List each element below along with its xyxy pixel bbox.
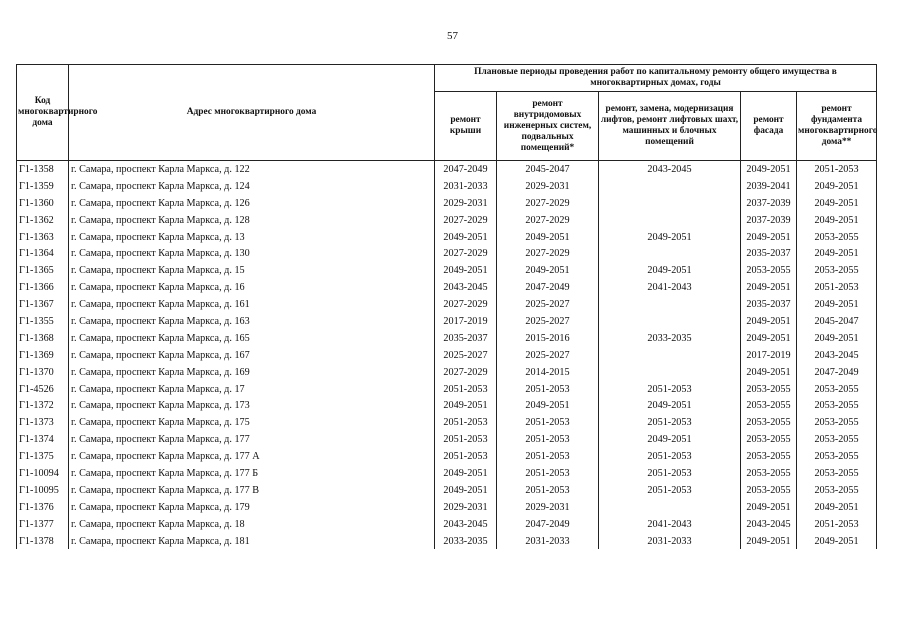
row-elevators	[599, 364, 741, 381]
row-address: г. Самара, проспект Карла Маркса, д. 177 А	[69, 448, 435, 465]
row-systems: 2047-2049	[497, 279, 599, 296]
row-systems: 2025-2027	[497, 347, 599, 364]
row-facade: 2049-2051	[741, 279, 797, 296]
row-foundation: 2053-2055	[797, 465, 877, 482]
table-row	[17, 482, 877, 499]
row-elevators	[599, 499, 741, 516]
row-foundation: 2053-2055	[797, 381, 877, 398]
row-roof: 2049-2051	[435, 262, 497, 279]
row-roof: 2031-2033	[435, 178, 497, 195]
row-code: Г1-1376	[17, 499, 69, 516]
table-row	[17, 296, 877, 313]
row-address: г. Самара, проспект Карла Маркса, д. 18	[69, 516, 435, 533]
row-address: г. Самара, проспект Карла Маркса, д. 124	[69, 178, 435, 195]
row-facade: 2053-2055	[741, 482, 797, 499]
row-facade: 2049-2051	[741, 499, 797, 516]
row-systems: 2015-2016	[497, 330, 599, 347]
row-elevators: 2051-2053	[599, 381, 741, 398]
row-roof: 2027-2029	[435, 364, 497, 381]
row-facade: 2053-2055	[741, 262, 797, 279]
row-code: Г1-1372	[17, 397, 69, 414]
row-systems: 2025-2027	[497, 313, 599, 330]
row-code: Г1-1370	[17, 364, 69, 381]
row-elevators: 2051-2053	[599, 465, 741, 482]
page-number: 57	[447, 30, 458, 42]
row-roof: 2047-2049	[435, 161, 497, 178]
header-roof: ремонт крыши	[435, 92, 497, 161]
row-roof: 2027-2029	[435, 296, 497, 313]
row-systems: 2049-2051	[497, 262, 599, 279]
row-foundation: 2053-2055	[797, 262, 877, 279]
row-elevators: 2049-2051	[599, 262, 741, 279]
header-elevators: ремонт, замена, модернизация лифтов, ремонт лифтовых шахт, машинных и блочных помещений	[599, 92, 741, 161]
row-systems: 2027-2029	[497, 195, 599, 212]
row-facade: 2039-2041	[741, 178, 797, 195]
table-row	[17, 414, 877, 431]
row-foundation: 2049-2051	[797, 195, 877, 212]
row-facade: 2037-2039	[741, 212, 797, 229]
row-elevators: 2043-2045	[599, 161, 741, 178]
row-roof: 2049-2051	[435, 229, 497, 246]
row-address: г. Самара, проспект Карла Маркса, д. 177 В	[69, 482, 435, 499]
table-row	[17, 364, 877, 381]
row-code: Г1-1375	[17, 448, 69, 465]
row-elevators: 2051-2053	[599, 482, 741, 499]
row-elevators	[599, 212, 741, 229]
row-systems: 2049-2051	[497, 397, 599, 414]
row-roof: 2027-2029	[435, 245, 497, 262]
row-systems: 2025-2027	[497, 296, 599, 313]
row-code: Г1-1369	[17, 347, 69, 364]
row-roof: 2051-2053	[435, 448, 497, 465]
row-elevators	[599, 313, 741, 330]
table-row	[17, 330, 877, 347]
table-row	[17, 516, 877, 533]
row-roof: 2027-2029	[435, 212, 497, 229]
row-elevators: 2031-2033	[599, 533, 741, 550]
row-code: Г1-1367	[17, 296, 69, 313]
row-facade: 2049-2051	[741, 330, 797, 347]
row-systems: 2029-2031	[497, 178, 599, 195]
row-roof: 2033-2035	[435, 533, 497, 550]
table-row	[17, 397, 877, 414]
row-facade: 2049-2051	[741, 161, 797, 178]
table-row	[17, 195, 877, 212]
row-facade: 2053-2055	[741, 381, 797, 398]
row-code: Г1-1359	[17, 178, 69, 195]
row-foundation: 2053-2055	[797, 431, 877, 448]
row-elevators: 2051-2053	[599, 414, 741, 431]
row-foundation: 2047-2049	[797, 364, 877, 381]
row-code: Г1-10095	[17, 482, 69, 499]
row-foundation: 2053-2055	[797, 397, 877, 414]
row-elevators	[599, 178, 741, 195]
row-address: г. Самара, проспект Карла Маркса, д. 175	[69, 414, 435, 431]
row-foundation: 2045-2047	[797, 313, 877, 330]
header-address: Адрес многоквартирного дома	[69, 65, 435, 161]
header-planned-periods: Плановые периоды проведения работ по капитальному ремонту общего имущества в многоквартирных домах, годы	[435, 65, 877, 92]
row-code: Г1-1355	[17, 313, 69, 330]
row-elevators: 2049-2051	[599, 431, 741, 448]
row-foundation: 2049-2051	[797, 296, 877, 313]
table-row	[17, 229, 877, 246]
row-elevators	[599, 296, 741, 313]
row-facade: 2053-2055	[741, 414, 797, 431]
row-address: г. Самара, проспект Карла Маркса, д. 179	[69, 499, 435, 516]
row-foundation: 2049-2051	[797, 212, 877, 229]
table-row	[17, 245, 877, 262]
row-roof: 2043-2045	[435, 279, 497, 296]
row-code: Г1-10094	[17, 465, 69, 482]
row-facade: 2053-2055	[741, 448, 797, 465]
row-roof: 2017-2019	[435, 313, 497, 330]
row-systems: 2051-2053	[497, 431, 599, 448]
row-facade: 2049-2051	[741, 364, 797, 381]
row-foundation: 2043-2045	[797, 347, 877, 364]
table-row	[17, 499, 877, 516]
header-foundation: ремонт фундамента многоквартирного дома**	[797, 92, 877, 161]
table-row	[17, 431, 877, 448]
row-address: г. Самара, проспект Карла Маркса, д. 16	[69, 279, 435, 296]
table-row	[17, 465, 877, 482]
row-code: Г1-1364	[17, 245, 69, 262]
row-address: г. Самара, проспект Карла Маркса, д. 126	[69, 195, 435, 212]
row-foundation: 2053-2055	[797, 414, 877, 431]
row-address: г. Самара, проспект Карла Маркса, д. 181	[69, 533, 435, 550]
row-roof: 2051-2053	[435, 414, 497, 431]
row-address: г. Самара, проспект Карла Маркса, д. 161	[69, 296, 435, 313]
row-foundation: 2049-2051	[797, 499, 877, 516]
row-facade: 2053-2055	[741, 397, 797, 414]
header-systems: ремонт внутридомовых инженерных систем, подвальных помещений*	[497, 92, 599, 161]
row-roof: 2051-2053	[435, 381, 497, 398]
row-systems: 2031-2033	[497, 533, 599, 550]
row-foundation: 2051-2053	[797, 516, 877, 533]
row-address: г. Самара, проспект Карла Маркса, д. 13	[69, 229, 435, 246]
table-row	[17, 161, 877, 178]
table-row	[17, 533, 877, 550]
row-facade: 2053-2055	[741, 431, 797, 448]
row-address: г. Самара, проспект Карла Маркса, д. 122	[69, 161, 435, 178]
row-roof: 2029-2031	[435, 195, 497, 212]
row-code: Г1-1365	[17, 262, 69, 279]
row-roof: 2029-2031	[435, 499, 497, 516]
row-systems: 2051-2053	[497, 465, 599, 482]
row-elevators	[599, 195, 741, 212]
row-elevators	[599, 347, 741, 364]
row-systems: 2027-2029	[497, 212, 599, 229]
row-address: г. Самара, проспект Карла Маркса, д. 17	[69, 381, 435, 398]
row-code: Г1-1374	[17, 431, 69, 448]
row-address: г. Самара, проспект Карла Маркса, д. 167	[69, 347, 435, 364]
row-address: г. Самара, проспект Карла Маркса, д. 165	[69, 330, 435, 347]
row-facade: 2035-2037	[741, 296, 797, 313]
row-foundation: 2051-2053	[797, 161, 877, 178]
row-roof: 2035-2037	[435, 330, 497, 347]
row-address: г. Самара, проспект Карла Маркса, д. 163	[69, 313, 435, 330]
row-roof: 2049-2051	[435, 397, 497, 414]
row-roof: 2049-2051	[435, 482, 497, 499]
row-code: Г1-1378	[17, 533, 69, 550]
row-foundation: 2051-2053	[797, 279, 877, 296]
row-roof: 2051-2053	[435, 431, 497, 448]
table-row	[17, 381, 877, 398]
row-address: г. Самара, проспект Карла Маркса, д. 128	[69, 212, 435, 229]
row-facade: 2017-2019	[741, 347, 797, 364]
row-facade: 2035-2037	[741, 245, 797, 262]
row-elevators: 2049-2051	[599, 397, 741, 414]
row-systems: 2014-2015	[497, 364, 599, 381]
row-systems: 2029-2031	[497, 499, 599, 516]
row-code: Г1-1373	[17, 414, 69, 431]
row-facade: 2049-2051	[741, 533, 797, 550]
row-roof: 2049-2051	[435, 465, 497, 482]
row-address: г. Самара, проспект Карла Маркса, д. 169	[69, 364, 435, 381]
header-code: Код многоквартирного дома	[17, 65, 69, 161]
row-facade: 2049-2051	[741, 229, 797, 246]
row-systems: 2047-2049	[497, 516, 599, 533]
row-foundation: 2049-2051	[797, 330, 877, 347]
row-roof: 2043-2045	[435, 516, 497, 533]
table-body	[17, 161, 877, 550]
row-systems: 2051-2053	[497, 482, 599, 499]
row-systems: 2045-2047	[497, 161, 599, 178]
table-row	[17, 178, 877, 195]
row-facade: 2037-2039	[741, 195, 797, 212]
row-elevators: 2041-2043	[599, 516, 741, 533]
row-code: Г1-1363	[17, 229, 69, 246]
row-systems: 2051-2053	[497, 414, 599, 431]
row-address: г. Самара, проспект Карла Маркса, д. 177	[69, 431, 435, 448]
row-roof: 2025-2027	[435, 347, 497, 364]
table-row	[17, 448, 877, 465]
row-facade: 2043-2045	[741, 516, 797, 533]
table-row	[17, 313, 877, 330]
row-foundation: 2049-2051	[797, 245, 877, 262]
capital-repair-table	[16, 64, 877, 549]
row-elevators: 2049-2051	[599, 229, 741, 246]
row-elevators: 2033-2035	[599, 330, 741, 347]
row-address: г. Самара, проспект Карла Маркса, д. 15	[69, 262, 435, 279]
table-row	[17, 279, 877, 296]
row-systems: 2049-2051	[497, 229, 599, 246]
table-row	[17, 347, 877, 364]
row-code: Г1-1366	[17, 279, 69, 296]
header-facade: ремонт фасада	[741, 92, 797, 161]
row-foundation: 2053-2055	[797, 229, 877, 246]
row-elevators: 2051-2053	[599, 448, 741, 465]
row-code: Г1-4526	[17, 381, 69, 398]
row-code: Г1-1377	[17, 516, 69, 533]
row-address: г. Самара, проспект Карла Маркса, д. 177 Б	[69, 465, 435, 482]
row-systems: 2027-2029	[497, 245, 599, 262]
row-elevators	[599, 245, 741, 262]
row-address: г. Самара, проспект Карла Маркса, д. 130	[69, 245, 435, 262]
row-elevators: 2041-2043	[599, 279, 741, 296]
row-systems: 2051-2053	[497, 448, 599, 465]
row-code: Г1-1360	[17, 195, 69, 212]
row-foundation: 2053-2055	[797, 482, 877, 499]
row-systems: 2051-2053	[497, 381, 599, 398]
row-code: Г1-1358	[17, 161, 69, 178]
row-foundation: 2049-2051	[797, 178, 877, 195]
row-code: Г1-1362	[17, 212, 69, 229]
table-row	[17, 212, 877, 229]
row-code: Г1-1368	[17, 330, 69, 347]
row-facade: 2049-2051	[741, 313, 797, 330]
row-facade: 2053-2055	[741, 465, 797, 482]
table-row	[17, 262, 877, 279]
row-foundation: 2053-2055	[797, 448, 877, 465]
row-foundation: 2049-2051	[797, 533, 877, 550]
row-address: г. Самара, проспект Карла Маркса, д. 173	[69, 397, 435, 414]
